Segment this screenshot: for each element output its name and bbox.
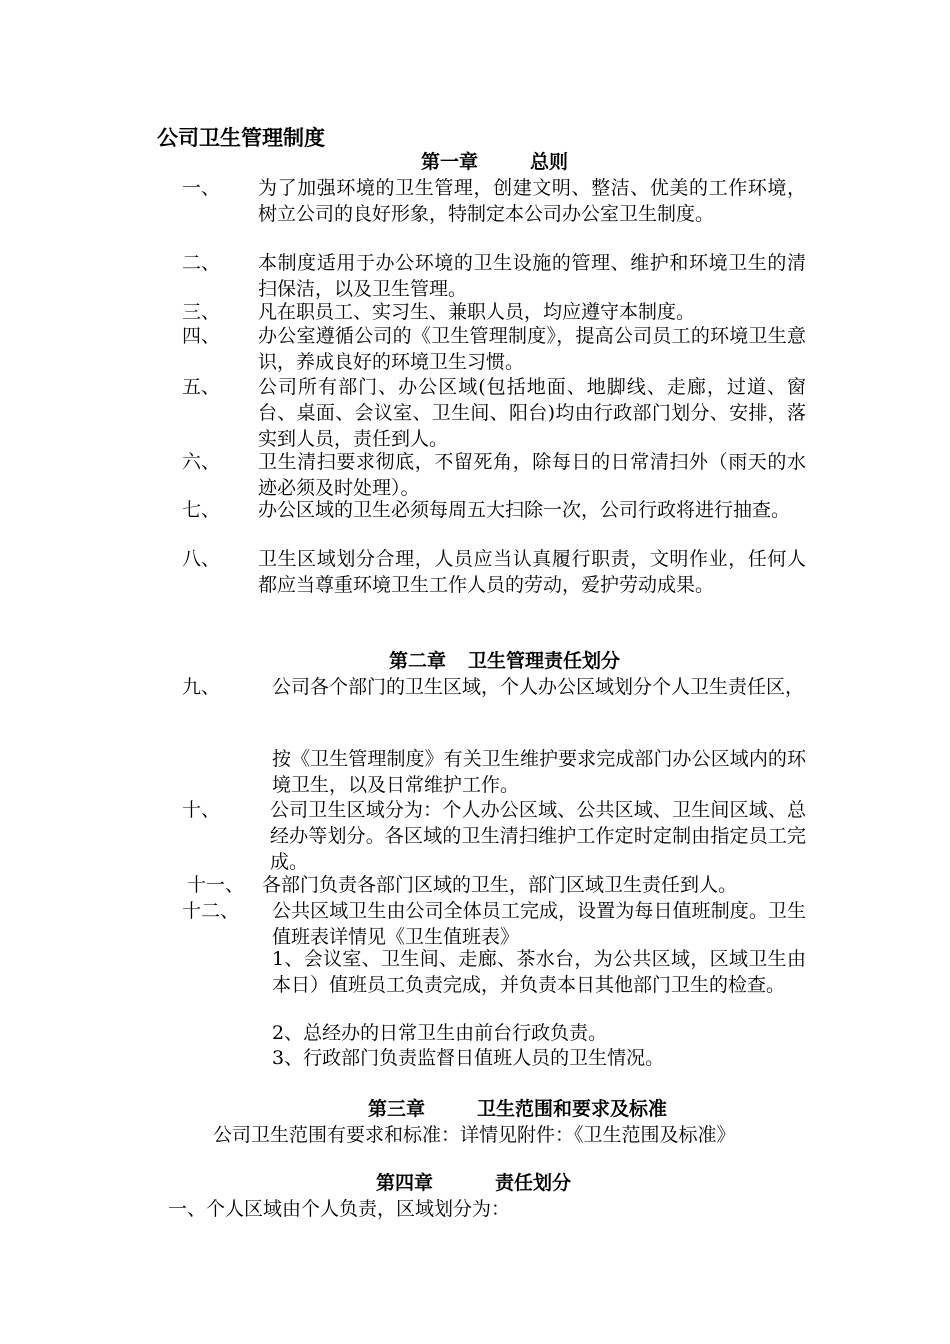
item-number: 九、 xyxy=(182,676,221,698)
item-text: 公共区域卫生由公司全体员工完成，设置为每日值班制度。卫生值班表详情见《卫生值班表》 xyxy=(272,900,806,948)
sub-item: 3、行政部门负责监督日值班人员的卫生情况。 xyxy=(272,1047,665,1069)
chapter-4-text: 一、个人区域由个人负责，区域划分为： xyxy=(168,1198,511,1220)
chapter-3-heading xyxy=(368,1096,667,1122)
item-number: 一、 xyxy=(182,177,221,199)
sub-item: 2、总经办的日常卫生由前台行政负责。 xyxy=(272,1022,608,1044)
item-number: 七、 xyxy=(182,499,221,521)
item-number: 十、 xyxy=(182,799,221,821)
chapter-1-number: 第一章 xyxy=(421,151,479,173)
item-text: 本制度适用于办公环境的卫生设施的管理、维护和环境卫生的清扫保洁，以及卫生管理。 xyxy=(258,252,806,300)
chapter-4-number: 第四章 xyxy=(376,1172,434,1194)
chapter-3-name: 卫生范围和要求及标准 xyxy=(477,1098,668,1120)
item-text: 公司卫生区域分为：个人办公区域、公共区域、卫生间区域、总经办等划分。各区域的卫生清扫维护工作定时定制由指定员工完成。 xyxy=(270,799,806,873)
item-text: 卫生清扫要求彻底，不留死角，除每日的日常清扫外（雨天的水迹必须及时处理）。 xyxy=(258,451,806,499)
chapter-2-number: 第二章 xyxy=(389,650,447,672)
chapter-1-name: 总则 xyxy=(530,151,569,173)
item-number: 五、 xyxy=(182,376,221,398)
chapter-2-name: 卫生管理责任划分 xyxy=(468,650,621,672)
chapter-4-heading xyxy=(376,1170,571,1196)
item-number: 六、 xyxy=(182,451,221,473)
chapter-3-text: 公司卫生范围有要求和标准：详情见附件：《卫生范围及标准》 xyxy=(213,1124,736,1146)
item-text: 办公区域的卫生必须每周五大扫除一次，公司行政将进行抽查。 xyxy=(258,499,791,521)
item-number: 四、 xyxy=(182,325,221,347)
document-title: 公司卫生管理制度 xyxy=(157,126,325,150)
item-text: 公司各个部门的卫生区域，个人办公区域划分个人卫生责任区， xyxy=(272,676,805,698)
item-text: 为了加强环境的卫生管理，创建文明、整洁、优美的工作环境，树立公司的良好形象，特制定本公司办公室卫生制度。 xyxy=(258,177,806,225)
item-text: 办公室遵循公司的《卫生管理制度》，提高公司员工的环境卫生意识，养成良好的环境卫生习惯。 xyxy=(258,325,806,373)
item-text: 凡在职员工、实习生、兼职人员，均应遵守本制度。 xyxy=(258,301,696,323)
chapter-4-name: 责任划分 xyxy=(495,1172,572,1194)
item-number: 八、 xyxy=(182,548,221,570)
item-number: 十二、 xyxy=(182,900,240,922)
item-text: 各部门负责各部门区域的卫生，部门区域卫生责任到人。 xyxy=(262,874,738,896)
item-number: 三、 xyxy=(182,301,221,323)
item-text: 公司所有部门、办公区域(包括地面、地脚线、走廊，过道、窗台、桌面、会议室、卫生间、阳台)均由行政部门划分、安排，落实到人员，责任到人。 xyxy=(258,376,806,450)
chapter-3-number: 第三章 xyxy=(368,1098,426,1120)
chapter-1-heading xyxy=(421,149,568,175)
item-text: 卫生区域划分合理，人员应当认真履行职责，文明作业，任何人都应当尊重环境卫生工作人员的劳动，爱护劳动成果。 xyxy=(258,548,806,596)
item-number: 十一、 xyxy=(187,874,245,896)
sub-item: 1、会议室、卫生间、走廊、茶水台，为公共区域，区域卫生由本日）值班员工负责完成，并负责本日其他部门卫生的检查。 xyxy=(272,948,806,996)
chapter-2-heading xyxy=(389,648,620,674)
item-number: 二、 xyxy=(182,252,221,274)
item-text-continued: 按《卫生管理制度》有关卫生维护要求完成部门办公区域内的环境卫生，以及日常维护工作。 xyxy=(272,748,806,796)
